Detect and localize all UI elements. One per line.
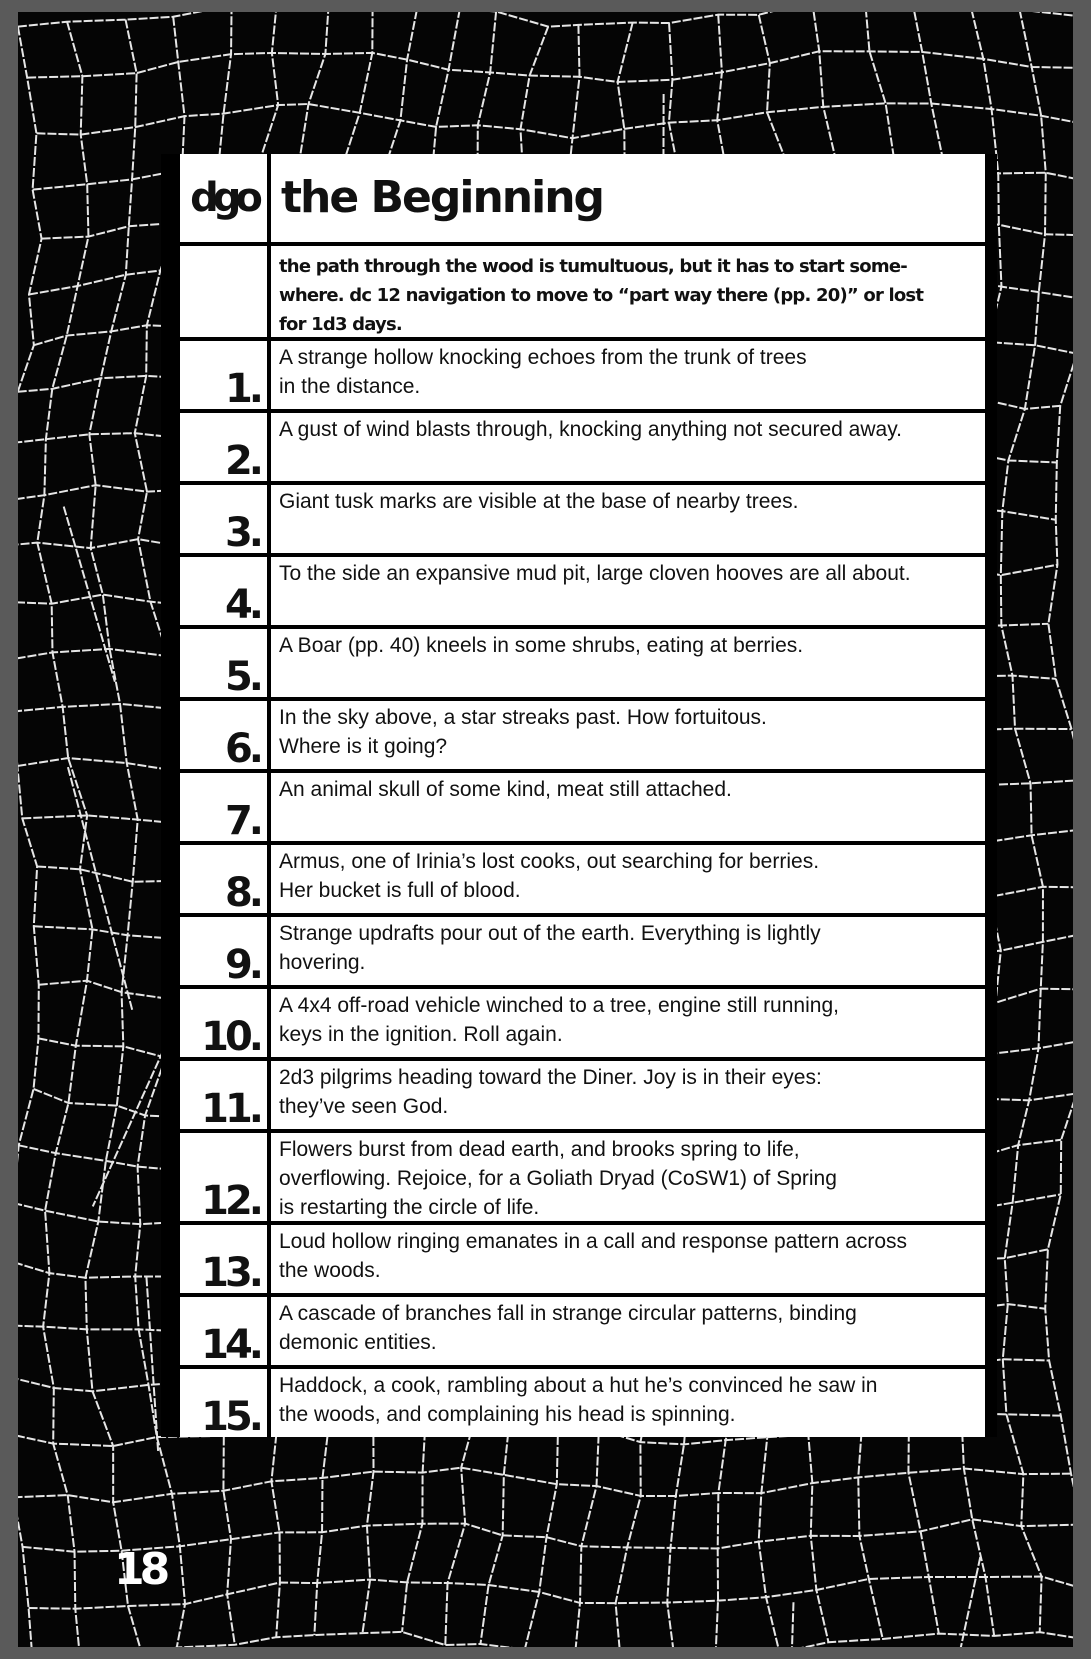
row-text: In the sky above, a star streaks past. How fortuitous. Where is it going? (271, 701, 985, 769)
row-text: Loud hollow ringing emanates in a call and response pattern across the woods. (271, 1225, 985, 1293)
intro-row (161, 246, 997, 337)
table-row (161, 1297, 997, 1365)
row-number: 13. (180, 1225, 267, 1293)
row-text: An animal skull of some kind, meat still attached. (271, 773, 985, 841)
table-row (161, 989, 997, 1057)
page (18, 12, 1073, 1647)
row-text: A strange hollow knocking echoes from the trunk of trees in the distance. (271, 341, 985, 409)
row-text: To the side an expansive mud pit, large cloven hooves are all about. (271, 557, 985, 625)
page-number: 18 (114, 1544, 166, 1595)
row-text: A Boar (pp. 40) kneels in some shrubs, eating at berries. (271, 629, 985, 697)
logo: dgo (180, 154, 267, 242)
row-text: A cascade of branches fall in strange circular patterns, binding demonic entities. (271, 1297, 985, 1365)
row-text: A gust of wind blasts through, knocking anything not secured away. (271, 413, 985, 481)
table-row (161, 701, 997, 769)
table-row (161, 1061, 997, 1129)
table-row (161, 413, 997, 481)
row-number: 4. (180, 557, 267, 625)
row-number: 11. (180, 1061, 267, 1129)
row-text: A 4x4 off-road vehicle winched to a tree, engine still running, keys in the ignition. Roll again. (271, 989, 985, 1057)
table-row (161, 341, 997, 409)
table-row (161, 1225, 997, 1293)
row-number: 8. (180, 845, 267, 913)
row-text: Armus, one of Irinia’s lost cooks, out searching for berries. Her bucket is full of blood. (271, 845, 985, 913)
row-number: 10. (180, 989, 267, 1057)
table-row (161, 773, 997, 841)
row-number: 7. (180, 773, 267, 841)
row-text: Haddock, a cook, rambling about a hut he’s convinced he saw in the woods, and complaining his head is spinning. (271, 1369, 985, 1437)
page-title: the Beginning (271, 154, 985, 242)
row-number: 9. (180, 917, 267, 985)
row-number: 15. (180, 1369, 267, 1437)
row-text: 2d3 pilgrims heading toward the Diner. Joy is in their eyes: they’ve seen God. (271, 1061, 985, 1129)
row-text: Strange updrafts pour out of the earth. Everything is lightly hovering. (271, 917, 985, 985)
row-text: Giant tusk marks are visible at the base of nearby trees. (271, 485, 985, 553)
row-number: 6. (180, 701, 267, 769)
table-row (161, 557, 997, 625)
row-number: 2. (180, 413, 267, 481)
table-row (161, 629, 997, 697)
row-number: 3. (180, 485, 267, 553)
row-number: 1. (180, 341, 267, 409)
table-header (161, 154, 997, 242)
table-row (161, 1369, 997, 1437)
table-row (161, 845, 997, 913)
table-row (161, 1133, 997, 1221)
row-text: Flowers burst from dead earth, and brooks spring to life, overflowing. Rejoice, for a Goliath Dryad (CoSW1) of Spring is restarting the circle of life. (271, 1133, 985, 1221)
table-row (161, 485, 997, 553)
row-number: 5. (180, 629, 267, 697)
intro-text: the path through the wood is tumultuous, but it has to start some- where. dc 12 navigation to move to “part way there (pp. 20)” or lost for 1d3 days. (271, 246, 985, 337)
row-number: 14. (180, 1297, 267, 1365)
row-number: 12. (180, 1133, 267, 1221)
table-rows (161, 341, 997, 1437)
random-table (161, 154, 997, 1437)
table-row (161, 917, 997, 985)
